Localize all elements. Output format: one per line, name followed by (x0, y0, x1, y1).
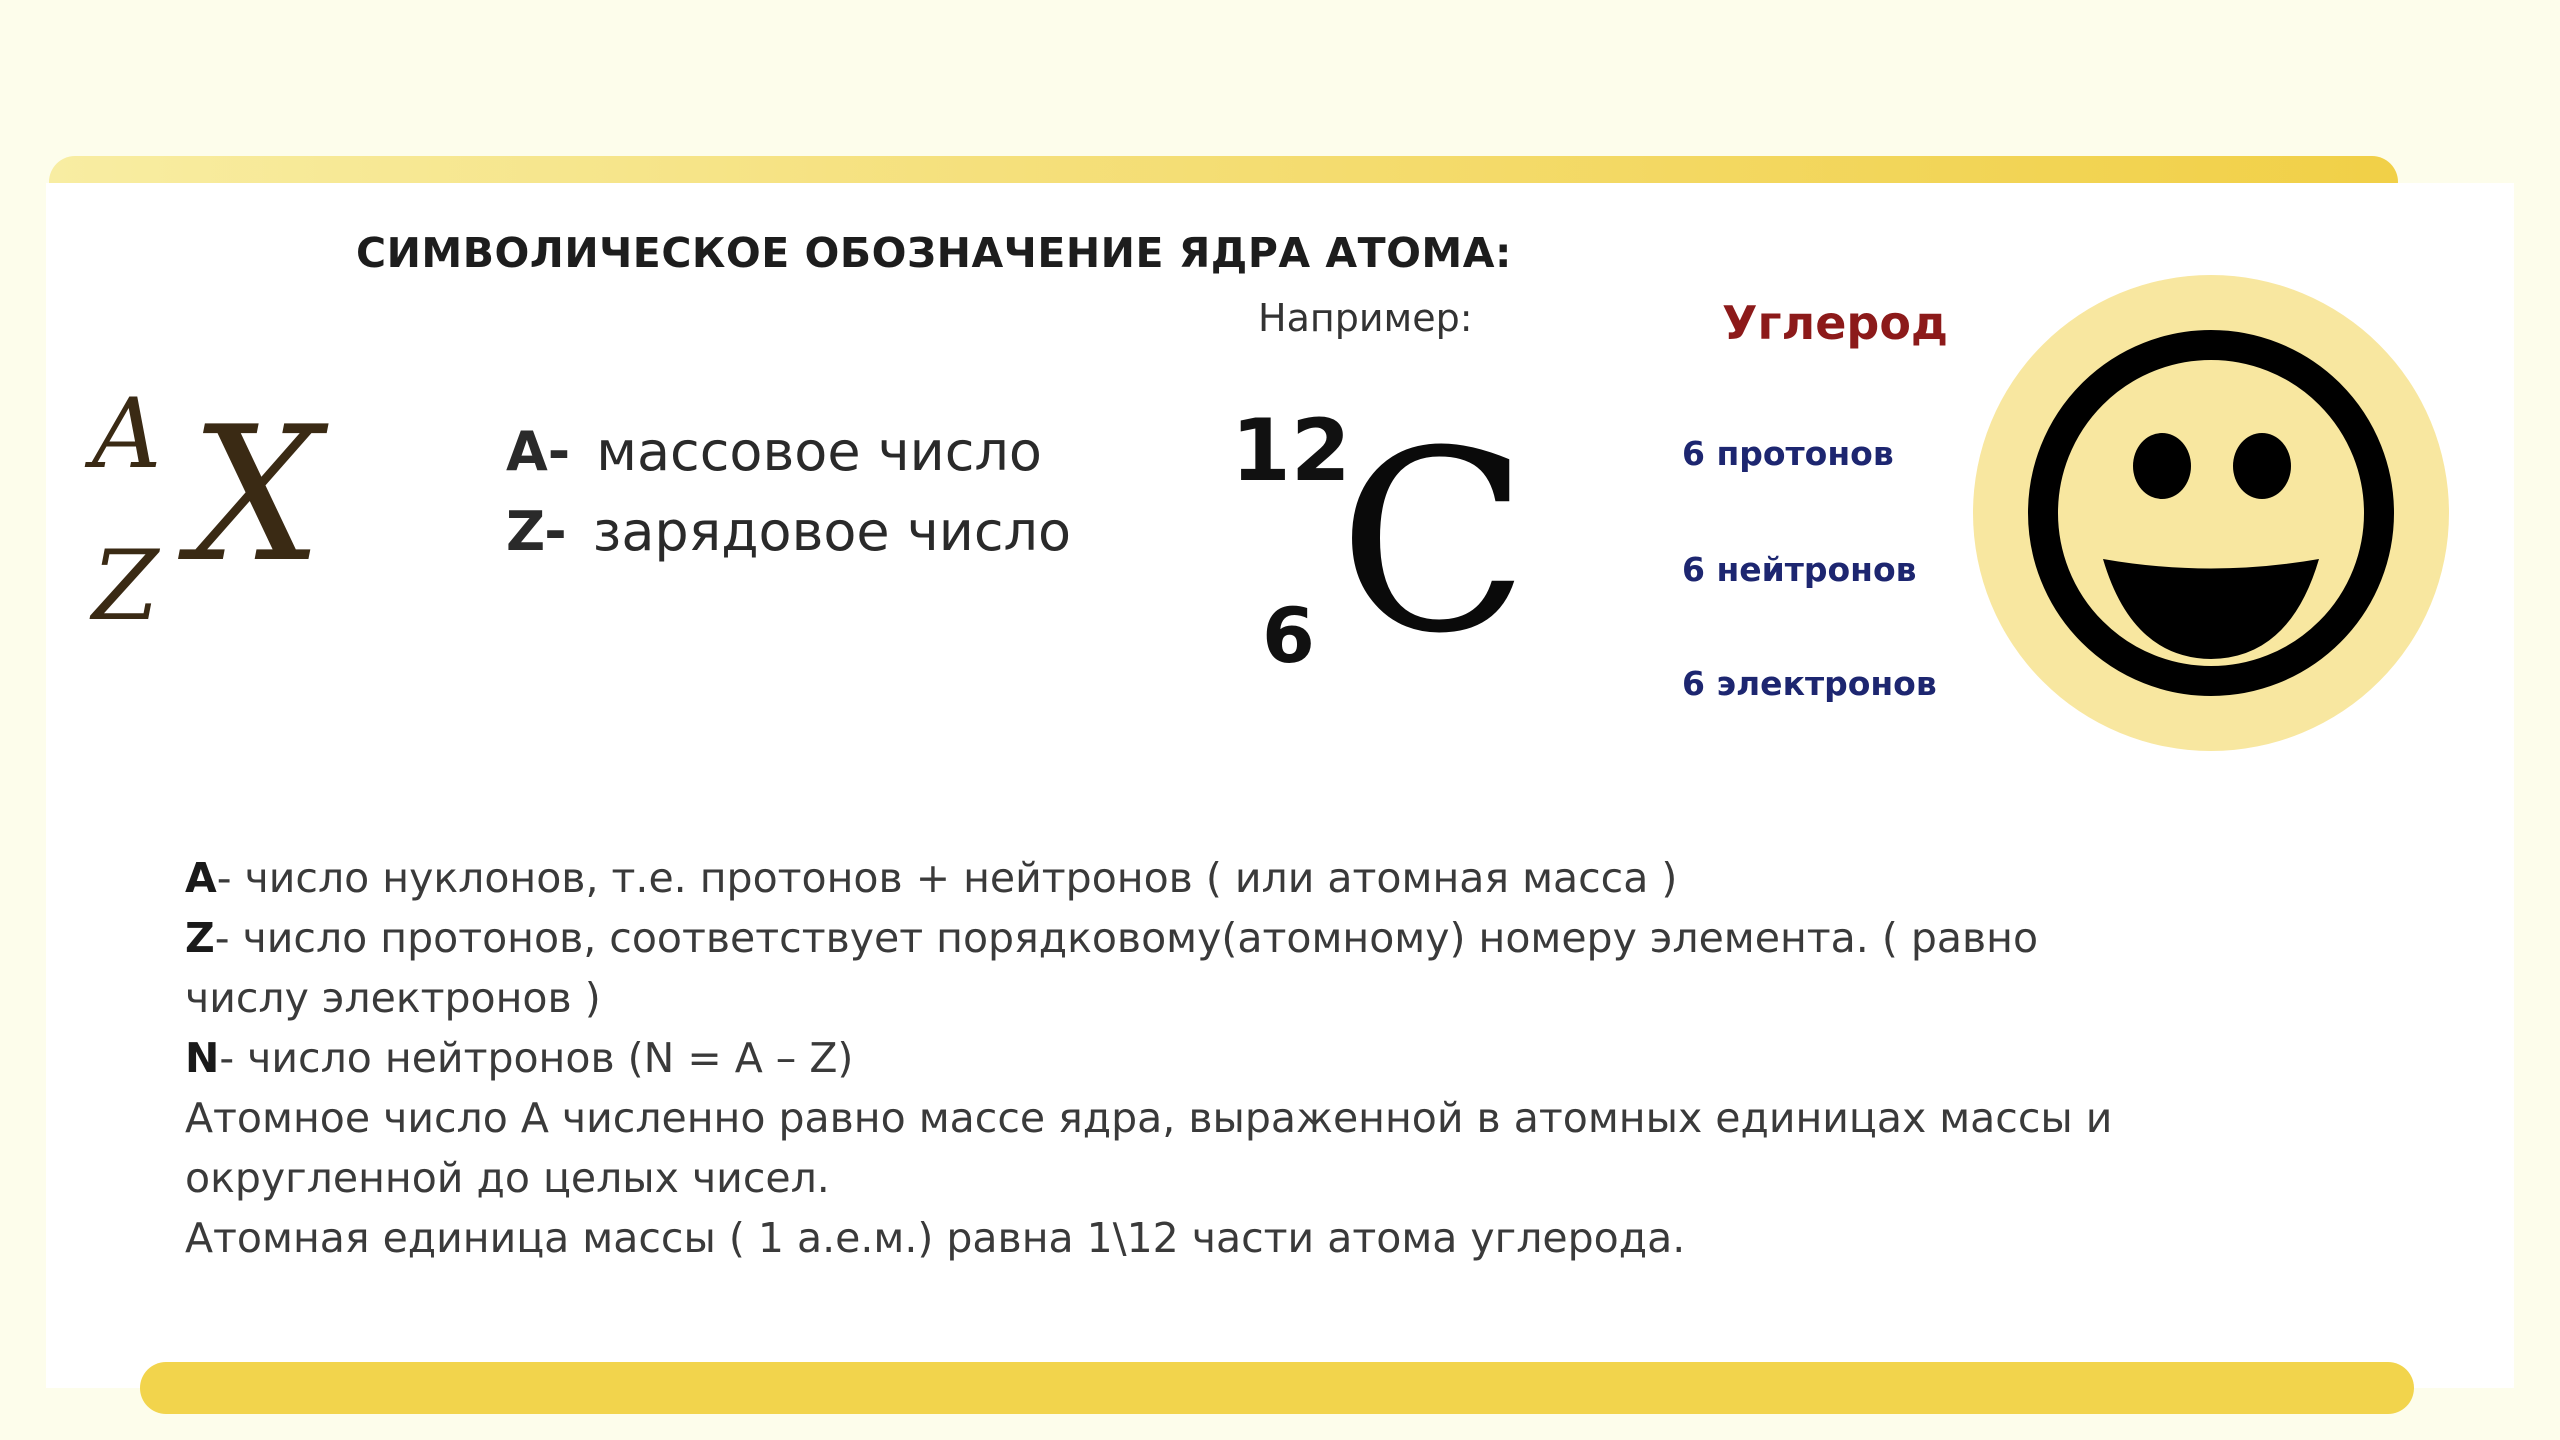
definition-charge-number (506, 500, 1071, 563)
definition-key: A- (506, 420, 571, 483)
particle-protons: 6 протонов (1682, 434, 1894, 473)
particle-neutrons: 6 нейтронов (1682, 550, 1917, 589)
definition-mass-number (506, 420, 1042, 483)
note-line (185, 908, 2295, 968)
example-element-symbol: C (1338, 397, 1530, 688)
definition-key: Z- (506, 500, 567, 563)
example-atomic-number: 6 (1262, 591, 1315, 680)
smiley-face-icon (1972, 274, 2450, 752)
notes-block (185, 848, 2295, 1268)
slide-heading: СИМВОЛИЧЕСКОЕ ОБОЗНАЧЕНИЕ ЯДРА АТОМА: (356, 229, 1512, 277)
definition-text: зарядовое число (592, 500, 1072, 563)
bottom-accent-bar (140, 1362, 2414, 1414)
note-line (185, 1028, 2295, 1088)
notation-charge-symbol: Z (92, 530, 159, 642)
note-text: - число нуклонов, т.е. протонов + нейтронов ( или атомная масса ) (216, 854, 1678, 902)
note-text: Атомная единица массы ( 1 а.е.м.) равна 1\12 части атома углерода. (185, 1214, 1686, 1262)
note-text: - число нейтронов (N = A – Z) (219, 1034, 854, 1082)
note-text: числу электронов ) (185, 974, 601, 1022)
note-line (185, 1208, 2295, 1268)
particle-electrons: 6 электронов (1682, 664, 1937, 703)
note-line (185, 968, 2295, 1028)
example-element-name: Углерод (1722, 296, 1949, 350)
smiley-left-eye (2133, 433, 2191, 499)
note-text: - число протонов, соответствует порядковому(атомному) номеру элемента. ( равно (214, 914, 2039, 962)
note-line (185, 1148, 2295, 1208)
note-text: Атомное число А численно равно массе ядра, выраженной в атомных единицах массы и (185, 1094, 2113, 1142)
example-label: Например: (1258, 296, 1473, 340)
note-text: округленной до целых чисел. (185, 1154, 830, 1202)
smiley-face-graphic (1972, 274, 2450, 752)
note-bold-term: N (185, 1034, 220, 1082)
note-bold-term: A (185, 854, 217, 902)
note-line (185, 848, 2295, 908)
smiley-right-eye (2233, 433, 2291, 499)
notation-mass-symbol: A (92, 378, 162, 490)
note-line (185, 1088, 2295, 1148)
notation-element-symbol: X (190, 386, 323, 603)
example-mass-number: 12 (1231, 401, 1351, 501)
note-bold-term: Z (185, 914, 215, 962)
definition-text: массовое число (596, 420, 1042, 483)
